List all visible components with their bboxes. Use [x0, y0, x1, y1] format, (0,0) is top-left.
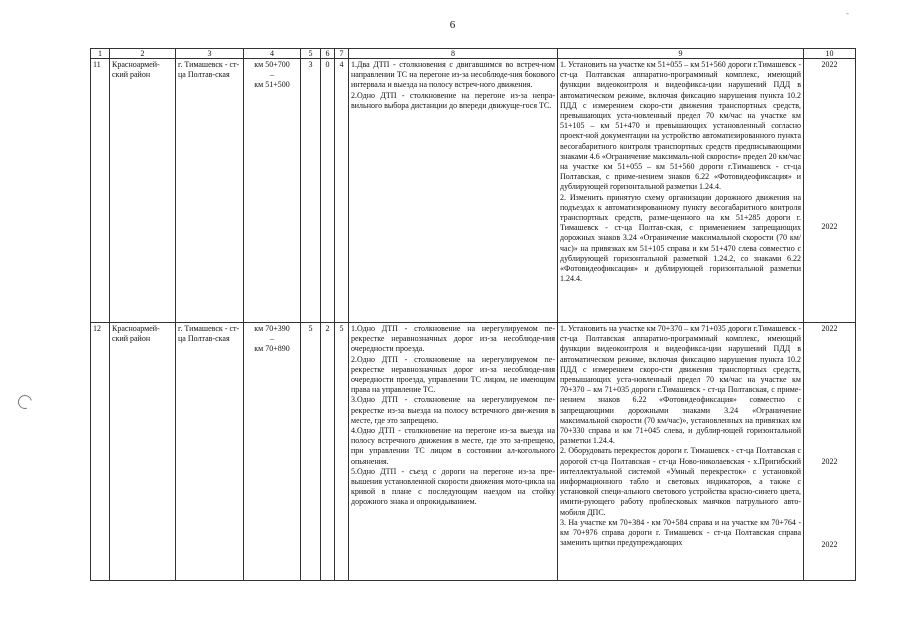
- year-value: 2022: [821, 60, 838, 69]
- km-dash: –: [270, 70, 274, 80]
- year-cell: [804, 323, 856, 581]
- cause-item: 1.Одно ДТП - столкновение на нерегулируемом пе-рекрестке неравнозначных дорог из-за несоблюде-ния очередности проезда.: [351, 324, 555, 354]
- cause-item: 5.Одно ДТП - съезд с дороги на перегоне из-за пре-вышения установленной скорости движения мото-цикла на кривой в плане с последующим наездом на стойку дорожного знака и опрокидыванием.: [351, 466, 555, 507]
- header-cell: 7: [335, 49, 349, 59]
- road-cell: г. Тимашевск - ст-ца Полтав-ская: [176, 59, 244, 323]
- corner-mark: -: [846, 8, 849, 18]
- km-from: км 50+700: [254, 60, 290, 69]
- district-cell: Красноармей-ский район: [110, 323, 176, 581]
- header-cell: 2: [110, 49, 176, 59]
- km-range-cell: [244, 59, 301, 323]
- cause-item: 2.Одно ДТП - столкновение на нерегулируемом пе-рекрестке неравнозначных дорог из-за несоблюде-ния очередности проезда, управлении ТС лицом, не имеющим права на управление ТС.: [351, 354, 555, 395]
- causes-cell: [349, 59, 558, 323]
- measure-item: 2. Изменить принятую схему организации дорожного движения на подъездах к автоматизированному пункту весогабаритного контроля транспортных средств, разме-щенного на км 51+285 дороги г. Тимашевск - ст-ца Полтав-ская, с применением запрещающих дорожных знаков 3.24 «Ограничение максимальной скорости (70 км/час)» на привязках км 51+105 справа и км 51+470 слева совместно с дублирующей горизонтальной разметкой 1.24.2, со знаками 6.22 «Фотовидеофиксация» и дублирующей горизонтальной разметки 1.24.4.: [560, 192, 801, 284]
- cause-item: 2.Одно ДТП - столкновение на перегоне из-за непра-вильного выбора дистанции до впереди движуще-гося ТС.: [351, 90, 555, 110]
- measures-cell: [558, 323, 804, 581]
- year-value: 2022: [821, 540, 838, 549]
- measure-item: 2. Оборудовать перекресток дороги г. Тимашевск - ст-ца Полтавская с дорогой ст-ца Полтавская - ст-ца Ново-николаевская - х.Пригибский интеллектуальной системой «Умный перекресток» с установкой информационного табло и световых индикаторов, а также с установкой специ-ального светового устройства красно-синего цвета, имити-рующего работу проблесковых маячков патрульного авто-мобиля ДПС.: [560, 446, 801, 517]
- cause-item: 3.Одно ДТП - столкновение на нерегулируемом пе-рекрестке из-за выезда на полосу встречного дви-жения в месте, где это запрещено.: [351, 395, 555, 425]
- year-cell: [804, 59, 856, 323]
- header-cell: 3: [176, 49, 244, 59]
- district-cell: Красноармей-ский район: [110, 59, 176, 323]
- header-cell: 1: [91, 49, 110, 59]
- binding-hole-mark: [15, 392, 34, 411]
- count-cell: 5: [335, 323, 349, 581]
- header-cell: 4: [244, 49, 301, 59]
- header-cell: 9: [558, 49, 804, 59]
- causes-cell: [349, 323, 558, 581]
- header-cell: 6: [321, 49, 335, 59]
- header-cell: 8: [349, 49, 558, 59]
- count-cell: 4: [335, 59, 349, 323]
- year-value: 2022: [821, 457, 838, 466]
- year-value: 2022: [821, 222, 838, 231]
- km-to: км 51+500: [254, 80, 290, 90]
- road-cell: г. Тимашевск - ст-ца Полтав-ская: [176, 323, 244, 581]
- km-range-cell: [244, 323, 301, 581]
- cause-item: 1.Два ДТП - столкновения с двигавшимся во встреч-ном направлении ТС на перегоне из-за несоблюде-ния бокового интервала и выезда на полосу встреч-ного движения.: [351, 60, 555, 90]
- table-row: [91, 323, 856, 581]
- measure-item: 1. Установить на участке км 51+055 – км 51+560 дороги г.Тимашевск - ст-ца Полтавская аппаратно-программный комплекс, имеющий функции видеоконтроля и видеофикса-ции нарушений ПДД в автоматическом режиме, включая фиксацию нарушения пункта 10.2 ПДД с измерением скоро-сти движения транспортных средств, превышающих уста-новленный предел 70 км/час на участке км 51+105 – км 51+470 и превышающих установленный согласно проект-ной документации на устройство автоматизированного пункта весогабаритного контроля транспортных средств предписывающими знаками 4.6 «Ограничение максималь-ной скорости» предел 20 км/час на участке км 51+055 – км 51+560 дороги г.Тимашевск - ст-ца Полтавская, с приме-нением знаков 6.22 «Фотовидеофиксация» и дублирующей горизонтальной разметки 1.24.4.: [560, 60, 801, 192]
- count-cell: 0: [321, 59, 335, 323]
- header-cell: 10: [804, 49, 856, 59]
- page-number: 6: [449, 19, 456, 31]
- km-from: км 70+390: [254, 324, 290, 333]
- km-dash: –: [270, 334, 274, 344]
- measures-cell: [558, 59, 804, 323]
- count-cell: 2: [321, 323, 335, 581]
- km-to: км 70+890: [254, 344, 290, 354]
- year-value: 2022: [821, 324, 838, 333]
- measure-item: 3. На участке км 70+384 - км 70+584 справа и на участке км 70+764 - км 70+976 справа дороги г. Тимашевск - ст-ца Полтавская справа заменить щитки предупреждающих: [560, 517, 801, 548]
- count-cell: 3: [301, 59, 321, 323]
- table-header-row: [91, 49, 856, 59]
- header-cell: 5: [301, 49, 321, 59]
- measures-table: [90, 48, 856, 581]
- table-row: [91, 59, 856, 323]
- row-number: 11: [91, 59, 110, 323]
- cause-item: 4.Одно ДТП - столкновение на перегоне из-за выезда на полосу встречного движения в месте, где это за-прещено, при управлении ТС лицом в состоянии ал-когольного опьянения.: [351, 426, 555, 466]
- count-cell: 5: [301, 323, 321, 581]
- measure-item: 1. Установить на участке км 70+370 – км 71+035 дороги г.Тимашевск - ст-ца Полтавская аппаратно-программный комплекс, имеющий функции видеоконтроля и видеофикса-ции нарушений ПДД в автоматическом режиме, включая фиксацию нарушения пункта 10.2 ПДД с измерением скоро-сти движения транспортных средств, превышающих уста-новленный предел 70 км/час на участке км 70+370 – км 71+035 дороги г.Тимашевск - ст-ца Полтавская, с приме-нением знаков 6.22 «Фотовидеофиксация» совместно с запрещающими дорожными знаками 3.24 «Ограничение максимальной скорости (70 км/час)», установленных на привязках км 70+330 справа и км 71+045 слева, и дублир-ющей горизонтальной разметки 1.24.4.: [560, 324, 801, 446]
- row-number: 12: [91, 323, 110, 581]
